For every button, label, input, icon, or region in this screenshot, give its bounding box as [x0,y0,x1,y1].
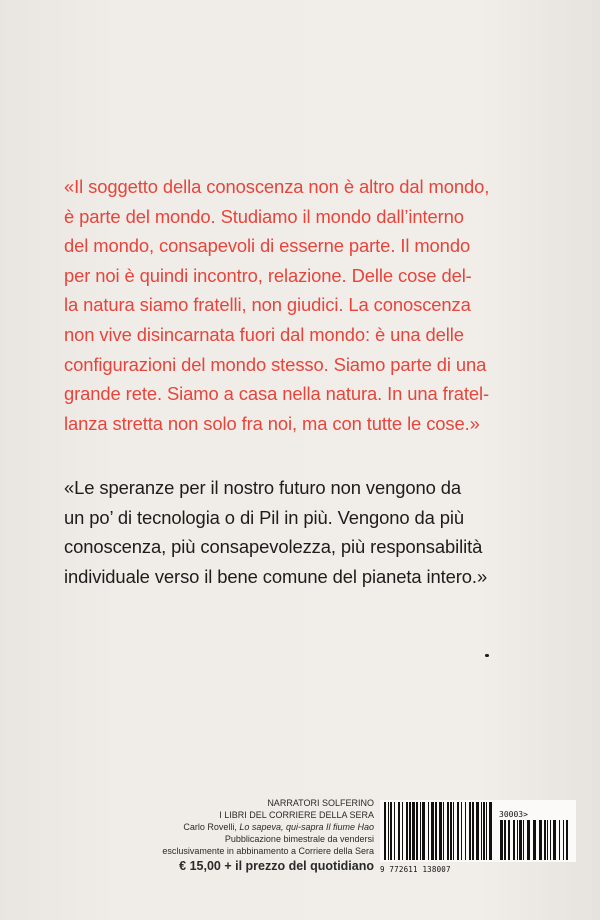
quote-primary: «Il soggetto della conoscenza non è altro dal mondo, è parte del mondo. Studiamo il mondo dall’interno del mondo, consapevoli di esserne parte. Il mondo per noi è quindi incontro, relazione. Delle cose del- la natura siamo fratelli, non giudici. La conoscenza non vive disincarnata fuori dal mondo: è una delle configurazioni del mondo stesso. Siamo parte di una grande rete. Siamo a casa nella natura. In una fratel- lanza stretta non solo fra noi, ma con tutte le cose.» [64,176,490,434]
barcode-bar [476,802,479,860]
addon-bar [513,820,515,860]
barcode-bar [439,802,442,860]
barcode-bar [390,802,392,860]
addon-bar [539,820,542,860]
barcode-bar [453,802,454,860]
colophon [150,797,374,874]
author-title-line [150,821,374,833]
addon-bar [504,820,506,860]
publication-note: Pubblicazione bimestrale da vendersi [224,834,374,844]
barcode-bar [409,802,411,860]
barcode-bar [483,802,485,860]
barcode [380,800,576,862]
barcode-bar [461,802,462,860]
author-name: Carlo Rovelli, [183,822,237,832]
sale-note: esclusivamente in abbinamento a Corriere della Sera [162,846,374,856]
barcode-bar [420,802,421,860]
barcode-bar [402,802,403,860]
barcode-bar [489,802,492,860]
addon-bar [547,820,548,860]
barcode-bar [472,802,474,860]
addon-bar [563,820,564,860]
addon-bar [527,820,530,860]
addon-bar [523,820,524,860]
addon-bar [533,820,536,860]
addon-bar [519,820,522,860]
barcode-bar [431,802,434,860]
collection-label: I LIBRI DEL CORRIERE DELLA SERA [219,810,374,820]
addon-bar [553,820,556,860]
barcode-bar [428,802,429,860]
barcode-bar [406,802,408,860]
addon-bar [508,820,510,860]
barcode-bars [380,800,576,862]
barcode-bar [469,802,471,860]
price-label: € 15,00 + il prezzo del quotidiano [179,859,374,873]
addon-bar [517,820,518,860]
quote-secondary: «Le speranze per il nostro futuro non vengono da un po’ di tecnologia o di Pil in più. Vengono da più conoscenza, più consapevolezza, più responsabilità individuale verso il bene comune del pianeta intero.» [64,477,488,587]
barcode-bar [435,802,437,860]
barcode-bar [422,802,425,860]
barcode-bar [412,802,415,860]
barcode-bar [443,802,444,860]
barcode-bar [465,802,466,860]
addon-bar [566,820,568,860]
book-title: Lo sapeva, qui-sapra Il fiume Hao [239,822,374,832]
barcode-addon-number: 30003> [499,810,528,819]
series-label: NARRATORI SOLFERINO [267,798,374,808]
barcode-bar [447,802,449,860]
ink-speck [485,654,489,657]
barcode-bar [486,802,487,860]
barcode-bar [384,802,386,860]
barcode-bar [416,802,418,860]
addon-bar [550,820,551,860]
addon-bar [559,820,560,860]
barcode-bar [457,802,459,860]
addon-bar [544,820,546,860]
barcode-bar [481,802,482,860]
barcode-bar [394,802,395,860]
barcode-bar [450,802,452,860]
barcode-bar [388,802,389,860]
addon-bar [500,820,503,860]
barcode-bar [398,802,400,860]
barcode-ean-number: 9 772611 138007 [380,865,451,874]
